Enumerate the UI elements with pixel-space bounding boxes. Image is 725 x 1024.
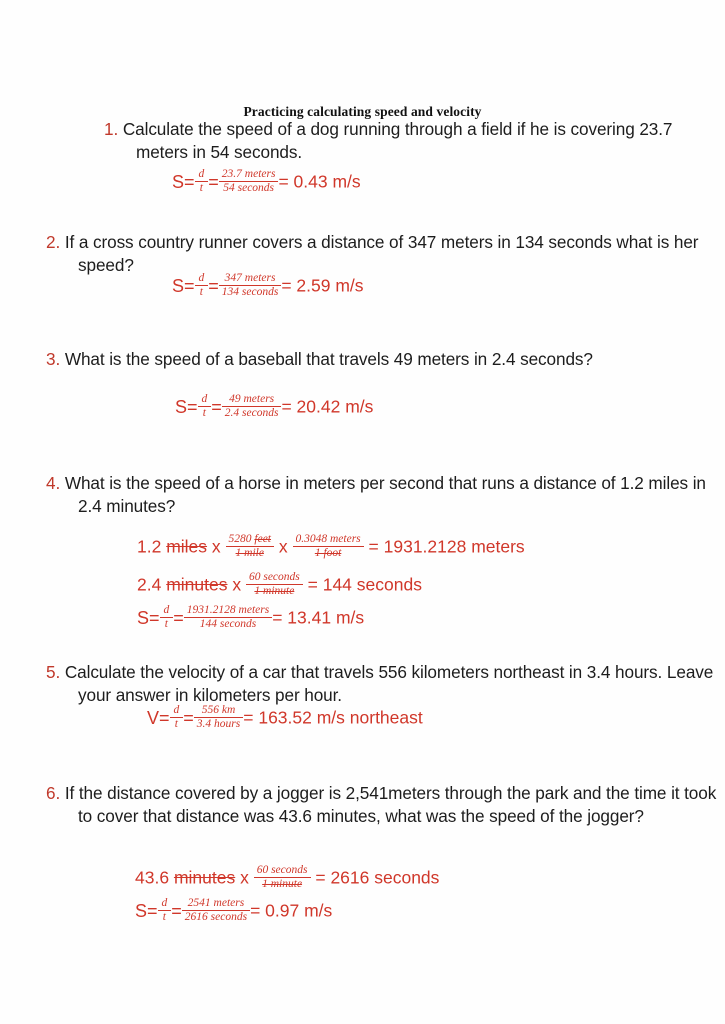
equals-sign: = xyxy=(208,276,219,297)
d-over-t-fraction: $\frac{d}{t}$ xyxy=(195,272,209,300)
distance-over-time-fraction: $\frac{\text{49 meters}}{\text{2.4 seconds}}$ xyxy=(222,393,282,421)
cancelled-unit: 1 foot xyxy=(314,547,342,560)
question-body-6: If the distance covered by a jogger is 2,541meters through the park and the time it took to cover that distance was 43.6 minutes, what was the speed of the jogger? xyxy=(64,783,717,826)
question-body-4: What is the speed of a horse in meters per second that runs a distance of 1.2 miles in 2.4 minutes? xyxy=(64,473,706,516)
feet-to-meters-fraction: $\frac{\text{0.3048 meters}}{\text{1 foot}}$ xyxy=(293,533,364,561)
work-line-3-1 xyxy=(175,393,373,421)
question-text-4 xyxy=(0,472,725,518)
distance-over-time-fraction: $\frac{\text{1931.2128 meters}}{\text{144 seconds}}$ xyxy=(184,604,272,632)
problem-6 xyxy=(0,782,725,828)
work-line-4-2 xyxy=(137,571,422,599)
work-line-4-1 xyxy=(137,533,525,561)
cancelled-unit: minutes xyxy=(173,867,236,888)
question-text-1 xyxy=(0,118,725,164)
cancelled-unit: 1 minute xyxy=(254,585,295,598)
question-body-2: If a cross country runner covers a distance of 347 meters in 134 seconds what is her speed? xyxy=(64,232,699,275)
work-result: = 13.41 m/s xyxy=(272,607,365,628)
question-number-6: 6. xyxy=(46,783,61,803)
work-lead: S= xyxy=(137,608,160,629)
work-line-1-1 xyxy=(172,168,361,196)
multiply-sign: x xyxy=(227,574,246,595)
work-result: = 144 seconds xyxy=(302,574,422,595)
equals-sign: = xyxy=(173,608,184,629)
work-lead: S= xyxy=(172,172,195,193)
work-result: = 20.42 m/s xyxy=(281,396,374,417)
question-number-3: 3. xyxy=(46,349,61,369)
question-number-2: 2. xyxy=(46,232,61,252)
question-number-5: 5. xyxy=(46,662,61,682)
problem-3 xyxy=(0,348,725,371)
d-over-t-fraction: $\frac{d}{t}$ xyxy=(158,897,172,925)
d-over-t-fraction: $\frac{d}{t}$ xyxy=(195,168,209,196)
work-lead: S= xyxy=(135,901,158,922)
equals-sign: = xyxy=(211,397,222,418)
multiply-sign: x xyxy=(274,536,293,557)
minutes-to-seconds-fraction: $\frac{\text{60 seconds}}{\text{1 minute}}$ xyxy=(254,864,311,892)
miles-to-feet-fraction: $\frac{\text{5280 feet}}{\text{1 mile}}$ xyxy=(226,533,274,561)
work-lead: 2.4 xyxy=(137,574,167,595)
work-line-4-3 xyxy=(137,604,364,632)
equals-sign: = xyxy=(208,172,219,193)
cancelled-unit: feet xyxy=(254,532,272,545)
work-lead: 1.2 xyxy=(137,536,167,557)
work-lead: V= xyxy=(147,708,170,729)
question-text-3 xyxy=(0,348,725,371)
cancelled-unit: minutes xyxy=(166,574,228,595)
cancelled-unit: 1 mile xyxy=(235,547,264,560)
work-lead: S= xyxy=(172,276,195,297)
problem-1 xyxy=(0,118,725,164)
work-line-5-1 xyxy=(147,704,423,732)
question-body-3: What is the speed of a baseball that travels 49 meters in 2.4 seconds? xyxy=(64,349,593,369)
question-text-5 xyxy=(0,661,725,707)
cancelled-unit: miles xyxy=(166,536,208,557)
work-result: = 163.52 m/s northeast xyxy=(243,707,423,728)
work-lead: 43.6 xyxy=(135,867,174,888)
work-result: = 2616 seconds xyxy=(310,867,440,888)
question-body-5: Calculate the velocity of a car that travels 556 kilometers northeast in 3.4 hours. Leave your answer in kilometers per hour. xyxy=(64,662,714,705)
page-title: Practicing calculating speed and velocity xyxy=(243,104,482,119)
work-result: = 0.43 m/s xyxy=(278,171,361,192)
problem-5 xyxy=(0,661,725,707)
multiply-sign: x xyxy=(207,536,226,557)
work-line-2-1 xyxy=(172,272,364,300)
question-body-1: Calculate the speed of a dog running through a field if he is covering 23.7 meters in 54 seconds. xyxy=(122,119,673,162)
work-result: = 2.59 m/s xyxy=(281,275,364,296)
distance-over-time-fraction: $\frac{\text{23.7 meters}}{\text{54 seconds}}$ xyxy=(219,168,279,196)
minutes-to-seconds-fraction: $\frac{\text{60 seconds}}{\text{1 minute}}$ xyxy=(246,571,303,599)
d-over-t-fraction: $\frac{d}{t}$ xyxy=(198,393,212,421)
equals-sign: = xyxy=(183,708,194,729)
work-line-6-2 xyxy=(135,897,332,925)
question-number-1: 1. xyxy=(104,119,119,139)
distance-over-time-fraction: $\frac{\text{2541 meters}}{\text{2616 seconds}}$ xyxy=(182,897,250,925)
work-lead: S= xyxy=(175,397,198,418)
question-text-6 xyxy=(0,782,725,828)
distance-over-time-fraction: $\frac{\text{347 meters}}{\text{134 seconds}}$ xyxy=(219,272,282,300)
d-over-t-fraction: $\frac{d}{t}$ xyxy=(160,604,174,632)
question-text-2 xyxy=(0,231,725,277)
work-result: = 1931.2128 meters xyxy=(363,536,525,557)
multiply-sign: x xyxy=(235,867,254,888)
work-result: = 0.97 m/s xyxy=(250,900,333,921)
equals-sign: = xyxy=(171,901,182,922)
question-number-4: 4. xyxy=(46,473,61,493)
work-line-6-1 xyxy=(135,864,439,892)
problem-4 xyxy=(0,472,725,518)
distance-over-time-fraction: $\frac{556 km}{\text{3.4 hours}}$ xyxy=(194,704,243,732)
cancelled-unit: 1 minute xyxy=(262,878,303,891)
problem-2 xyxy=(0,231,725,277)
d-over-t-fraction: $\frac{d}{t}$ xyxy=(170,704,184,732)
